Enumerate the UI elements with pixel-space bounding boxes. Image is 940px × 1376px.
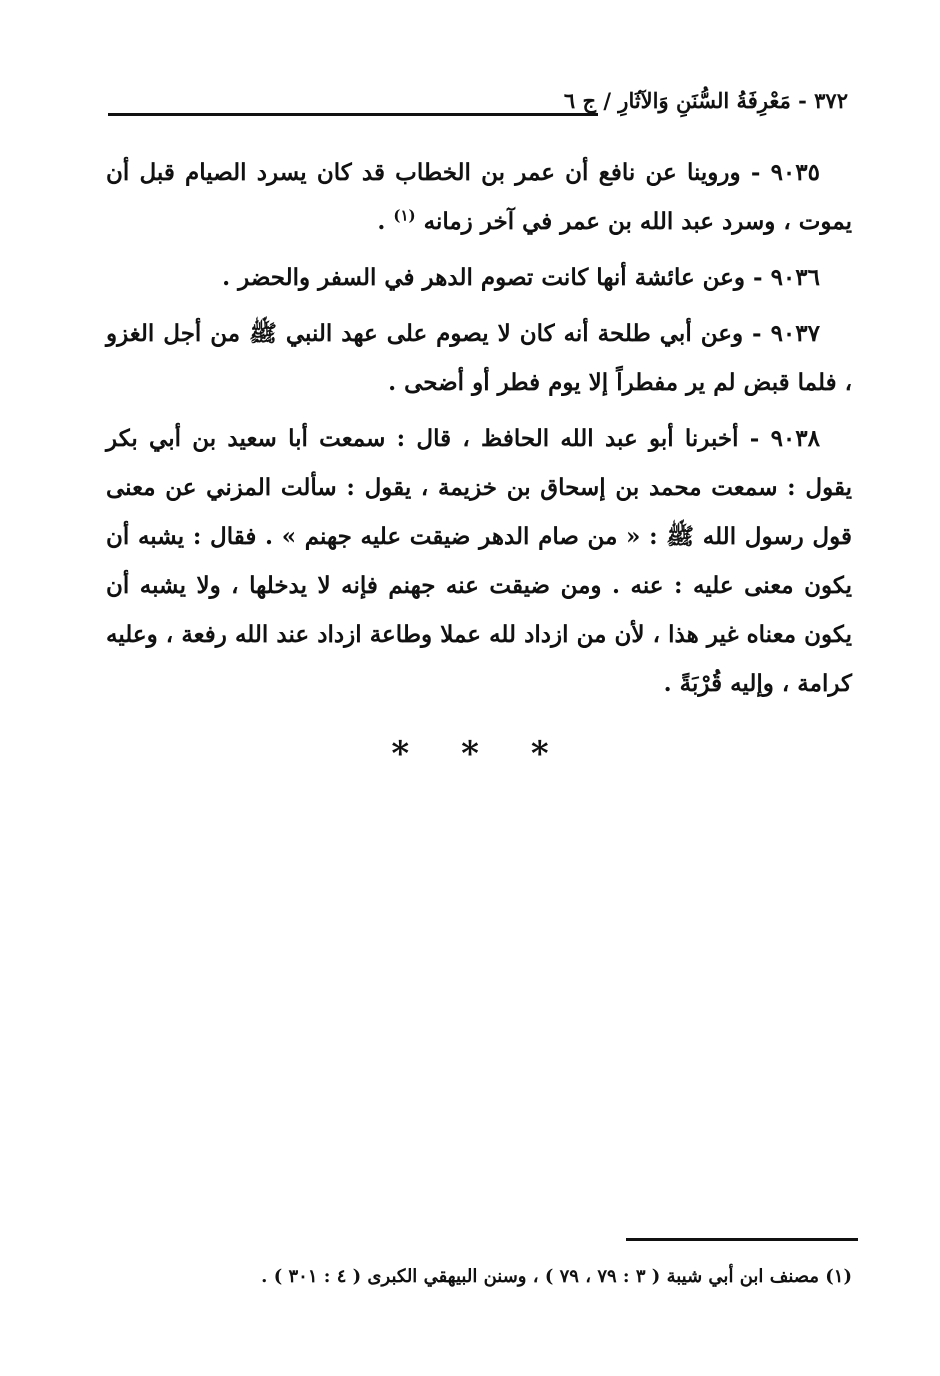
paragraph-9035-end: . [377, 208, 394, 235]
paragraph-9035-text: ٩٠٣٥ - وروينا عن نافع أن عمر بن الخطاب قد كان يسرد الصيام قبل أن يموت ، وسرد عبد الله بن عمر في آخر زمانه [106, 159, 852, 235]
footnote-reference[interactable]: (١) [393, 206, 416, 225]
paragraph-9036: ٩٠٣٦ - وعن عائشة أنها كانت تصوم الدهر في السفر والحضر . [222, 264, 820, 291]
main-text [106, 148, 852, 715]
paragraph-9038: ٩٠٣٨ - أخبرنا أبو عبد الله الحافظ ، قال : سمعت أبا سعيد بن أبي بكر يقول : سمعت محمد بن إسحاق بن خزيمة ، يقول : سألت المزني عن معنى قول رسول الله ﷺ : « من صام الدهر ضيقت عليه جهنم » . فقال : يشبه أن يكون معنى عليه : عنه . ومن ضيقت عنه جهنم فإنه لا يدخلها ، ولا يشبه أن يكون معناه غير هذا ، لأن من ازداد لله عملا وطاعة ازداد عند الله رفعة ، وعليه كرامة ، وإليه قُرْبَةً . [106, 425, 852, 697]
paragraph-9037: ٩٠٣٧ - وعن أبي طلحة أنه كان لا يصوم على عهد النبي ﷺ من أجل الغزو ، فلما قبض لم ير مفطراً إلا يوم فطر أو أضحى . [106, 320, 852, 396]
section-separator: *** [391, 734, 601, 774]
footnote: (١) مصنف ابن أبي شيبة ( ٣ : ٧٩ ، ٧٩ ) ، وسنن البيهقي الكبرى ( ٤ : ٣٠١ ) . [261, 1266, 852, 1287]
paragraph-9035 [106, 148, 852, 246]
footnote-rule [626, 1238, 858, 1241]
running-head: ٣٧٢ - مَعْرِفَةُ السُّنَنِ وَالآثَارِ / ج ٦ [563, 88, 848, 113]
header-rule [108, 113, 598, 116]
